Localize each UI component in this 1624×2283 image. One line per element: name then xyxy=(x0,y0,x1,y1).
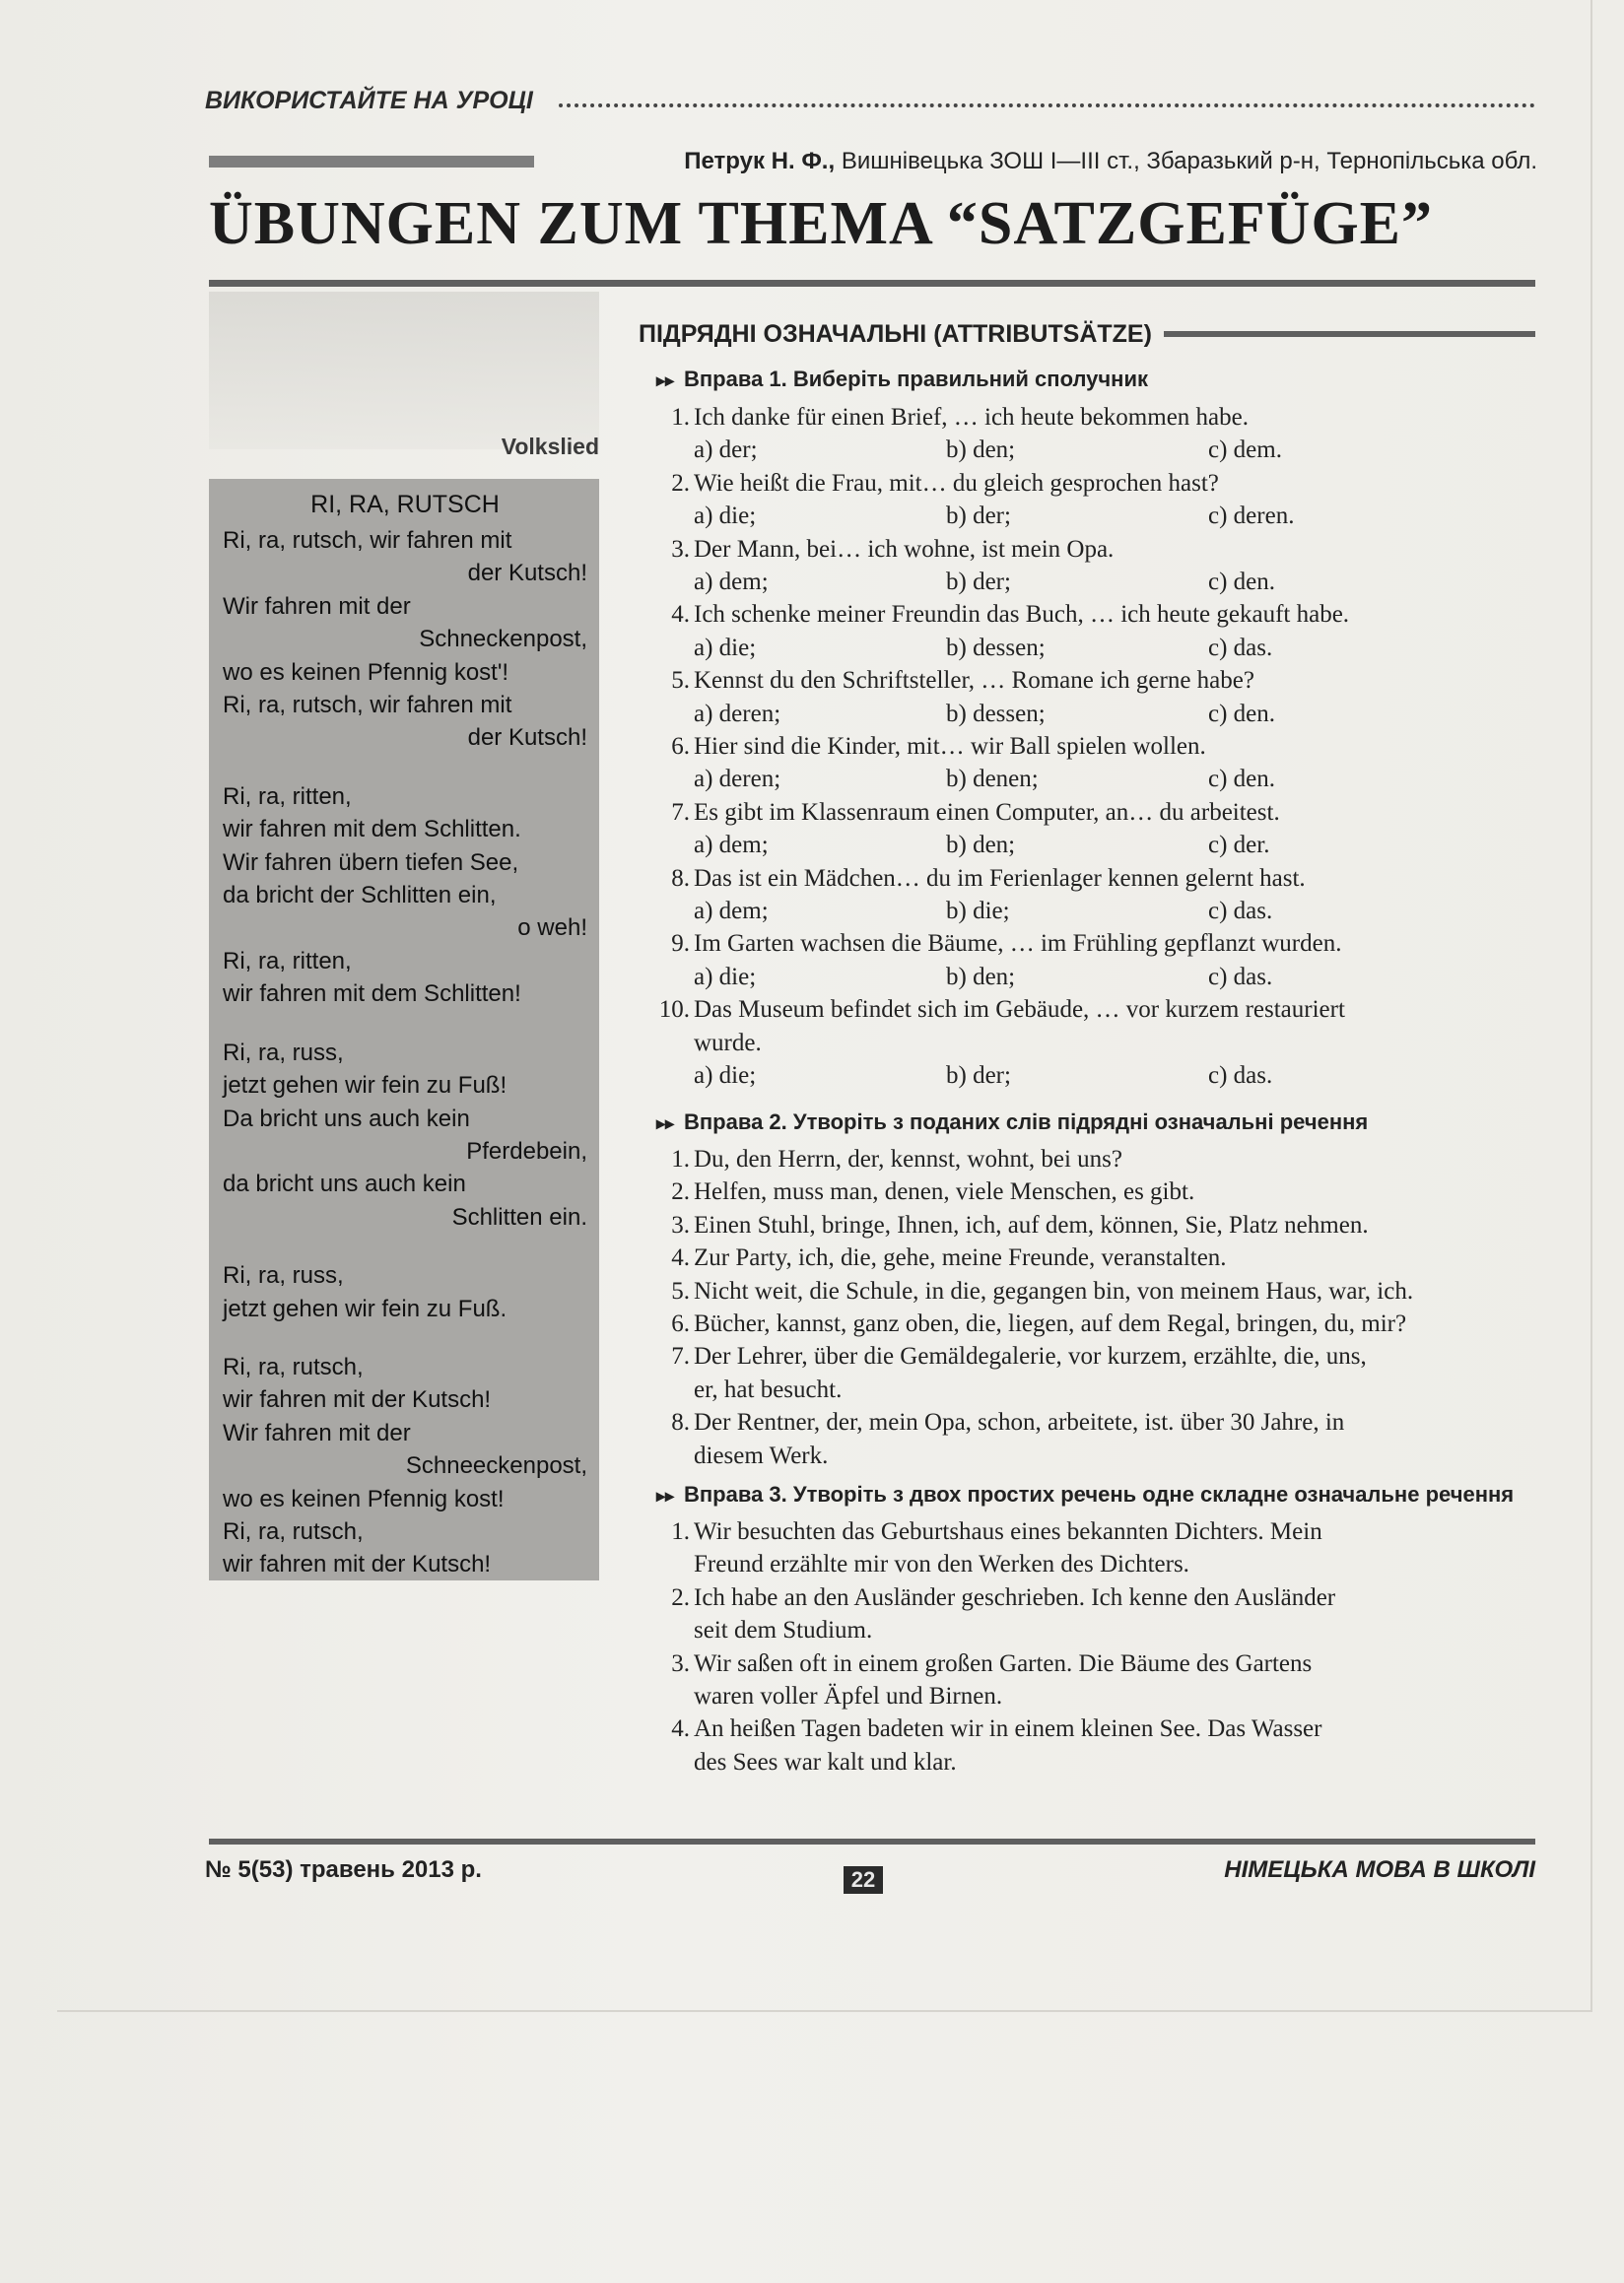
answer-options xyxy=(694,895,1535,927)
double-arrow-icon: ▸▸ xyxy=(656,370,675,390)
song-line: wir fahren mit dem Schlitten! xyxy=(223,980,521,1008)
option-a: a) die; xyxy=(694,1062,757,1089)
item-text xyxy=(694,664,1535,697)
stanza-gap xyxy=(223,755,587,780)
item-text-line: An heißen Tagen badeten wir in einem kleinen See. Das Wasser xyxy=(694,1715,1322,1743)
song-line: Wir fahren mit der xyxy=(223,1419,411,1446)
section-rule xyxy=(1164,331,1535,337)
option-b: b) der; xyxy=(946,1062,1011,1089)
answer-options xyxy=(694,566,1535,598)
option-b: b) dessen; xyxy=(946,700,1046,727)
stanza-gap xyxy=(223,1011,587,1037)
runner-title: ВИКОРИСТАЙТЕ НА УРОЦІ xyxy=(205,86,533,114)
exercise-heading-text: Вправа 1. Виберіть правильний сполучник xyxy=(684,367,1148,391)
left-column-background xyxy=(209,292,599,449)
item-text-line: Der Mann, bei… ich wohne, ist mein Opa. xyxy=(694,535,1115,563)
option-c: c) dem. xyxy=(1208,436,1282,464)
item-number: 3. xyxy=(671,1211,690,1239)
option-c: c) den. xyxy=(1208,766,1276,793)
song-line: wir fahren mit der Kutsch! xyxy=(223,1386,492,1414)
option-b: b) den; xyxy=(946,832,1016,859)
item-text-line: er, hat besucht. xyxy=(694,1376,843,1403)
page-number: 22 xyxy=(844,1866,883,1894)
option-b: b) dessen; xyxy=(946,634,1046,661)
option-a: a) der; xyxy=(694,436,758,464)
item-text-line: Das Museum befindet sich im Gebäude, … vor kurzem restauriert xyxy=(694,996,1345,1024)
author-name: Петрук Н. Ф., xyxy=(684,148,836,174)
item-text xyxy=(694,1209,1535,1242)
item-text-line: Du, den Herrn, der, kennst, wohnt, bei uns? xyxy=(694,1146,1123,1173)
exercise-item xyxy=(656,1712,1535,1779)
item-text xyxy=(694,796,1535,829)
option-c: c) das. xyxy=(1208,1062,1273,1089)
item-text xyxy=(694,862,1535,895)
item-text xyxy=(694,1647,1535,1713)
exercise-item xyxy=(656,1175,1535,1208)
option-b: b) der; xyxy=(946,569,1011,595)
author-affiliation: Вишнівецька ЗОШ І—ІІІ ст., Збаразький р-н, Тернопільська обл. xyxy=(835,148,1537,174)
stanza-gap xyxy=(223,1325,587,1351)
item-number: 2. xyxy=(671,469,690,497)
song-line: Schneeckenpost, xyxy=(405,1452,587,1480)
item-text xyxy=(694,1308,1535,1340)
item-number: 4. xyxy=(671,601,690,629)
journal-name: НІМЕЦЬКА МОВА В ШКОЛІ xyxy=(1224,1856,1535,1883)
option-b: b) den; xyxy=(946,436,1016,464)
item-text xyxy=(694,1712,1535,1779)
issue-info: № 5(53) травень 2013 р. xyxy=(205,1856,482,1883)
item-number: 3. xyxy=(671,535,690,563)
item-text-line: diesem Werk. xyxy=(694,1442,829,1469)
song-title: RI, RA, RUTSCH xyxy=(310,491,500,518)
song-line: da bricht uns auch kein xyxy=(223,1171,466,1198)
item-text-line: Zur Party, ich, die, gehe, meine Freunde, veranstalten. xyxy=(694,1244,1227,1272)
section-heading xyxy=(639,317,1535,351)
song-line: Wir fahren mit der xyxy=(223,592,411,620)
runner-dotted-line xyxy=(559,103,1535,107)
item-number: 3. xyxy=(671,1649,690,1677)
exercise-heading-text: Вправа 2. Утворіть з поданих слів підрядні означальні речення xyxy=(684,1109,1369,1134)
exercise-item xyxy=(656,1275,1535,1308)
item-text xyxy=(694,1175,1535,1208)
song-box xyxy=(209,479,599,1580)
item-text-line: Hier sind die Kinder, mit… wir Ball spielen wollen. xyxy=(694,733,1206,760)
exercise-item xyxy=(656,1647,1535,1713)
answer-options xyxy=(694,698,1535,730)
option-a: a) die; xyxy=(694,963,757,990)
item-text-line: Bücher, kannst, ganz oben, die, liegen, auf dem Regal, bringen, du, mir? xyxy=(694,1310,1407,1337)
song-line: der Kutsch! xyxy=(467,724,587,752)
item-text-line: wurde. xyxy=(694,1029,762,1056)
item-text-line: Es gibt im Klassenraum einen Computer, an… du arbeitest. xyxy=(694,798,1280,826)
song-line: Wir fahren übern tiefen See, xyxy=(223,848,519,876)
exercise-item xyxy=(656,664,1535,697)
item-text-line: Kennst du den Schriftsteller, … Romane ich gerne habe? xyxy=(694,667,1254,695)
double-arrow-icon: ▸▸ xyxy=(656,1486,675,1506)
song-line: Ri, ra, rutsch, xyxy=(223,1517,364,1545)
item-text-line: des Sees war kalt und klar. xyxy=(694,1748,957,1776)
option-a: a) dem; xyxy=(694,832,769,859)
item-number: 7. xyxy=(671,798,690,826)
song-line: Schlitten ein. xyxy=(451,1203,587,1231)
option-c: c) deren. xyxy=(1208,503,1295,530)
item-text-line: Das ist ein Mädchen… du im Ferienlager kennen gelernt hast. xyxy=(694,864,1306,892)
exercise-item xyxy=(656,993,1535,1059)
footer-rule xyxy=(209,1839,1535,1845)
item-number: 1. xyxy=(671,1518,690,1545)
option-b: b) die; xyxy=(946,898,1010,924)
item-number: 5. xyxy=(671,667,690,695)
song-line: Ri, ra, rutsch, wir fahren mit xyxy=(223,527,512,554)
title-rule xyxy=(209,280,1535,287)
item-text-line: seit dem Studium. xyxy=(694,1617,873,1645)
exercise-item xyxy=(656,1581,1535,1647)
item-number: 5. xyxy=(671,1277,690,1305)
running-header xyxy=(205,83,1535,118)
exercise2-heading xyxy=(656,1109,1543,1139)
song-line: Ri, ra, russ, xyxy=(223,1262,344,1290)
exercise-heading-text: Вправа 3. Утворіть з двох простих речень одне складне означальне речення xyxy=(684,1482,1515,1507)
option-a: a) die; xyxy=(694,503,757,530)
exercise-item xyxy=(656,533,1535,566)
item-text-line: Wir saßen oft in einem großen Garten. Die Bäume des Gartens xyxy=(694,1649,1313,1677)
exercise-item xyxy=(656,401,1535,434)
item-text-line: Ich schenke meiner Freundin das Buch, … ich heute gekauft habe. xyxy=(694,601,1350,629)
item-text-line: Ich danke für einen Brief, … ich heute bekommen habe. xyxy=(694,404,1249,431)
option-b: b) der; xyxy=(946,503,1011,530)
item-number: 4. xyxy=(671,1244,690,1272)
item-text xyxy=(694,401,1535,434)
double-arrow-icon: ▸▸ xyxy=(656,1113,675,1133)
item-text-line: Einen Stuhl, bringe, Ihnen, ich, auf dem, können, Sie, Platz nehmen. xyxy=(694,1211,1369,1239)
option-b: b) den; xyxy=(946,963,1016,990)
item-text xyxy=(694,1581,1535,1647)
answer-options xyxy=(694,763,1535,795)
exercise-item xyxy=(656,1340,1535,1406)
song-line: Ri, ra, ritten, xyxy=(223,782,352,810)
option-c: c) das. xyxy=(1208,634,1273,661)
exercise-item xyxy=(656,862,1535,895)
item-text xyxy=(694,730,1535,763)
exercise-item xyxy=(656,467,1535,500)
item-number: 1. xyxy=(671,404,690,431)
song-line: der Kutsch! xyxy=(467,560,587,587)
item-number: 2. xyxy=(671,1178,690,1206)
exercise-item xyxy=(656,796,1535,829)
option-c: c) das. xyxy=(1208,963,1273,990)
option-b: b) denen; xyxy=(946,766,1039,793)
song-line: Ri, ra, ritten, xyxy=(223,947,352,974)
answer-options xyxy=(694,632,1535,664)
answer-options xyxy=(694,500,1535,532)
item-text-line: Freund erzählte mir von den Werken des Dichters. xyxy=(694,1551,1189,1578)
item-number: 9. xyxy=(671,930,690,958)
song-line: Ri, ra, rutsch, wir fahren mit xyxy=(223,692,512,719)
exercise-item xyxy=(656,1209,1535,1242)
option-c: c) den. xyxy=(1208,569,1276,595)
item-text-line: Wie heißt die Frau, mit… du gleich gesprochen hast? xyxy=(694,469,1219,497)
song-line: Schneckenpost, xyxy=(419,626,587,653)
item-number: 6. xyxy=(671,733,690,760)
exercise-item xyxy=(656,1308,1535,1340)
item-text xyxy=(694,1515,1535,1581)
item-number: 10. xyxy=(658,996,690,1024)
item-text xyxy=(694,1406,1535,1472)
exercise-item xyxy=(656,1406,1535,1472)
answer-options xyxy=(694,961,1535,993)
option-a: a) dem; xyxy=(694,569,769,595)
exercise-item xyxy=(656,598,1535,631)
item-text xyxy=(694,1242,1535,1274)
item-number: 7. xyxy=(671,1343,690,1371)
item-text-line: Ich habe an den Ausländer geschrieben. Ich kenne den Ausländer xyxy=(694,1583,1336,1611)
song-line: jetzt gehen wir fein zu Fuß. xyxy=(223,1295,508,1322)
item-text xyxy=(694,1275,1535,1308)
item-text xyxy=(694,598,1535,631)
item-text-line: Der Rentner, der, mein Opa, schon, arbeitete, ist. über 30 Jahre, in xyxy=(694,1409,1345,1437)
item-number: 4. xyxy=(671,1715,690,1743)
song-line: da bricht der Schlitten ein, xyxy=(223,882,497,909)
option-c: c) der. xyxy=(1208,832,1270,859)
item-text-line: Der Lehrer, über die Gemäldegalerie, vor kurzem, erzählte, die, uns, xyxy=(694,1343,1367,1371)
option-a: a) deren; xyxy=(694,700,781,727)
song-line: jetzt gehen wir fein zu Fuß! xyxy=(223,1072,508,1100)
option-a: a) dem; xyxy=(694,898,769,924)
song-line: wir fahren mit der Kutsch! xyxy=(223,1551,492,1578)
author-line xyxy=(552,148,1537,175)
song-line: wo es keinen Pfennig kost! xyxy=(223,1485,505,1512)
item-text xyxy=(694,1340,1535,1406)
exercise-item xyxy=(656,1242,1535,1274)
answer-options xyxy=(694,829,1535,861)
item-number: 8. xyxy=(671,1409,690,1437)
item-number: 6. xyxy=(671,1310,690,1337)
exercise-item xyxy=(656,730,1535,763)
item-text xyxy=(694,993,1535,1059)
exercise-item xyxy=(656,1143,1535,1175)
item-text xyxy=(694,467,1535,500)
option-a: a) die; xyxy=(694,634,757,661)
item-text-line: Nicht weit, die Schule, in die, gegangen bin, von meinem Haus, war, ich. xyxy=(694,1277,1414,1305)
article-title: ÜBUNGEN ZUM THEMA “SATZGEFÜGE” xyxy=(209,190,1434,257)
exercise-item xyxy=(656,1515,1535,1581)
exercise3-heading xyxy=(656,1482,1543,1511)
song-line: wir fahren mit dem Schlitten. xyxy=(223,816,521,843)
song-line: wo es keinen Pfennig kost'! xyxy=(223,658,509,686)
section-title: ПІДРЯДНІ ОЗНАЧАЛЬНІ (ATTRIBUTSÄTZE) xyxy=(639,319,1152,348)
author-rule xyxy=(209,156,534,168)
item-text-line: waren voller Äpfel und Birnen. xyxy=(694,1683,1003,1710)
exercise-item xyxy=(656,927,1535,960)
item-number: 2. xyxy=(671,1583,690,1611)
song-line: Pferdebein, xyxy=(466,1137,587,1165)
item-number: 8. xyxy=(671,864,690,892)
option-c: c) das. xyxy=(1208,898,1273,924)
song-line: Ri, ra, russ, xyxy=(223,1039,344,1066)
option-c: c) den. xyxy=(1208,700,1276,727)
stanza-gap xyxy=(223,1234,587,1259)
option-a: a) deren; xyxy=(694,766,781,793)
song-source: Volkslied xyxy=(501,434,599,459)
item-text xyxy=(694,533,1535,566)
item-text xyxy=(694,927,1535,960)
song-line: Da bricht uns auch kein xyxy=(223,1105,470,1132)
item-text-line: Wir besuchten das Geburtshaus eines bekannten Dichters. Mein xyxy=(694,1518,1322,1545)
answer-options xyxy=(694,1059,1535,1092)
answer-options xyxy=(694,434,1535,466)
exercise1-heading xyxy=(656,367,1543,396)
item-text-line: Im Garten wachsen die Bäume, … im Frühling gepflanzt wurden. xyxy=(694,930,1342,958)
song-line: Ri, ra, rutsch, xyxy=(223,1353,364,1380)
item-text-line: Helfen, muss man, denen, viele Menschen, es gibt. xyxy=(694,1178,1195,1206)
song-line: o weh! xyxy=(517,914,587,942)
item-text xyxy=(694,1143,1535,1175)
item-number: 1. xyxy=(671,1146,690,1173)
